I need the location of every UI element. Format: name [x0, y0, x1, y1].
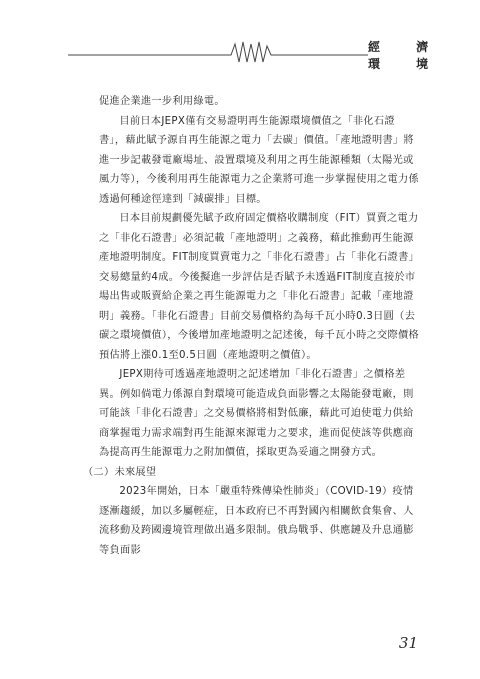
- section-title: 經 濟 環 境: [368, 46, 480, 64]
- paragraph: 目前日本JEPX僅有交易證明再生能源環境價值之「非化石證書」，藉此賦予源自再生能源之電力「去碳」價值。「產地證明書」將進一步記載發電廠場址、設置環境及利用之再生能源種類（太陽光或風力等），今後利用再生能源電力之企業將可進一步掌握使用之電力係透過何種途徑達到「減碳排」目標。: [99, 115, 420, 205]
- heartbeat-line-icon: [68, 38, 414, 64]
- paragraph: 日本目前規劃優先賦予政府固定價格收購制度（FIT）買賣之電力之「非化石證書」必須記載「產地證明」之義務，藉此推動再生能源產地證明制度。FIT制度買賣電力之「非化石證書」占「非化石證書」交易總量約4成。今後擬進一步評估是否賦予未透過FIT制度直接於市場出售或販賣給企業之再生能源電力之「非化石證書」記載「產地證明」義務。「非化石證書」目前交易價格約為每千瓦小時0.3日圓（去碳之環境價值），今後增加產地證明之記述後，每千瓦小時之交際價格預估將上漲0.1至0.5日圓（產地證明之價值）。: [99, 213, 420, 361]
- paragraph: 2023年開始，日本「嚴重特殊傳染性肺炎」（COVID-19）疫情逐漸趨緩，加以多屬輕症，日本政府已不再對國內相關飲食集會、人流移動及跨國邊境管理做出過多限制。俄烏戰爭、供應鏈及升息通膨等負面影: [99, 486, 414, 556]
- page-number: 31: [398, 634, 418, 652]
- body-text: [83, 92, 420, 560]
- section-heading: （二）未來展望: [83, 466, 157, 478]
- paragraph: 促進企業進一步利用綠電。: [99, 96, 225, 107]
- paragraph: JEPX期待可透過產地證明之記述增加「非化石證書」之價格差異。例如倘電力係源自對環境可能造成負面影響之太陽能發電廠，則可能該「非化石證書」之交易價格將相對低廉，藉此可迫使電力供給商掌握電力需求端對再生能源來源電力之要求，進而促使該等供應商為提高再生能源電力之附加價值，採取更為妥適之開發方式。: [99, 369, 414, 458]
- page-header: [68, 38, 445, 71]
